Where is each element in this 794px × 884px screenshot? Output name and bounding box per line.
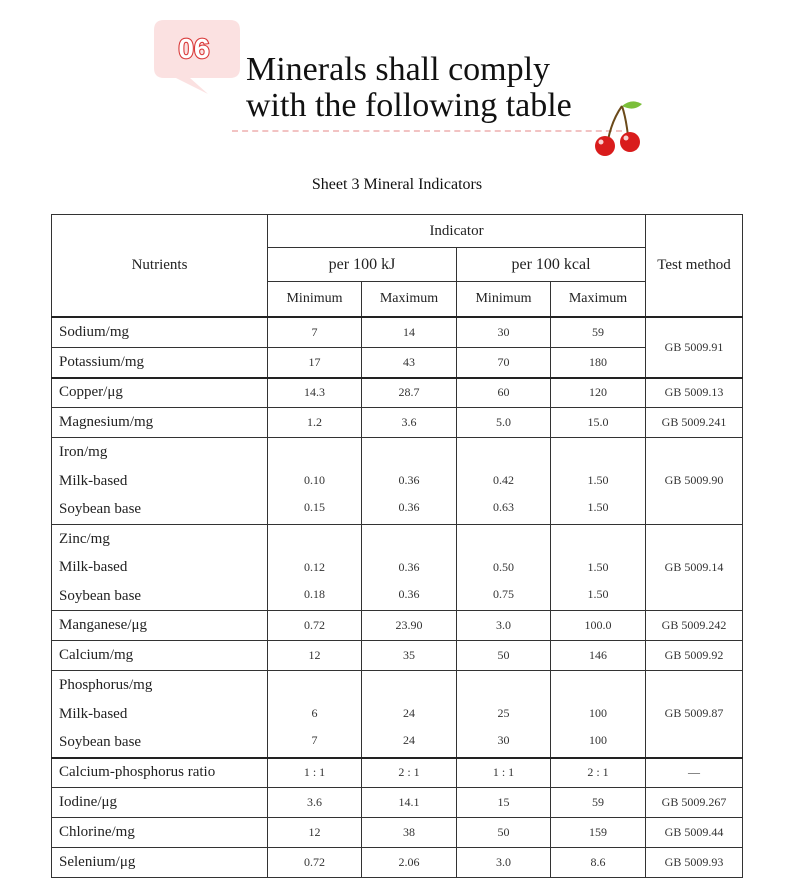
- nutrient-name: Chlorine/mg: [52, 818, 268, 848]
- min-kj-value: 17: [268, 348, 362, 378]
- header-min-kj: Minimum: [268, 282, 362, 317]
- value: 7: [311, 733, 318, 748]
- nutrient-name: Calcium-phosphorus ratio: [52, 758, 268, 788]
- min-kcal-value: 70: [457, 348, 551, 378]
- section-title-line2: with the following table: [246, 87, 572, 124]
- min-kj-value: 3.6: [268, 788, 362, 818]
- min-kcal-value: 50: [457, 641, 551, 671]
- nutrient-name: Zinc/mg: [59, 530, 110, 547]
- table-row: [52, 408, 743, 438]
- test-method-value: GB 5009.90: [646, 438, 743, 525]
- max-kj-value: 14.1: [362, 788, 457, 818]
- max-kcal-values: [551, 671, 646, 758]
- value: 0.42: [493, 473, 514, 488]
- max-kcal-value: 120: [551, 378, 646, 408]
- value: 100: [589, 706, 607, 721]
- min-kcal-values: [457, 671, 551, 758]
- min-kcal-value: 60: [457, 378, 551, 408]
- max-kj-value: 28.7: [362, 378, 457, 408]
- value: 0.63: [493, 500, 514, 515]
- max-kcal-value: 59: [551, 788, 646, 818]
- max-kj-value: 23.90: [362, 611, 457, 641]
- max-kj-value: 2 : 1: [362, 758, 457, 788]
- nutrient-name: Manganese/μg: [52, 611, 268, 641]
- min-kj-value: 1 : 1: [268, 758, 362, 788]
- table-caption: Sheet 3 Mineral Indicators: [311, 176, 483, 193]
- max-kcal-value: 59: [551, 317, 646, 348]
- test-method-value: GB 5009.87: [646, 671, 743, 758]
- value: 0.75: [493, 586, 514, 601]
- max-kj-values: [362, 671, 457, 758]
- min-kj-values: [268, 524, 362, 611]
- min-kcal-value: 5.0: [457, 408, 551, 438]
- max-kj-value: 35: [362, 641, 457, 671]
- table-row: [52, 641, 743, 671]
- table-row: [52, 671, 743, 758]
- min-kcal-values: [457, 438, 551, 525]
- test-method-value: GB 5009.13: [646, 378, 743, 408]
- min-kj-value: 7: [268, 317, 362, 348]
- nutrient-name: Potassium/mg: [52, 348, 268, 378]
- title-divider: [232, 130, 622, 132]
- section-number-badge: [150, 14, 242, 94]
- nutrient-subtype: Milk-based: [59, 559, 128, 575]
- max-kcal-value: 2 : 1: [551, 758, 646, 788]
- max-kcal-value: 146: [551, 641, 646, 671]
- min-kcal-value: 1 : 1: [457, 758, 551, 788]
- header-max-kj: Maximum: [362, 282, 457, 317]
- table-row: [52, 317, 743, 348]
- table-row: [52, 758, 743, 788]
- table-row: [52, 848, 743, 878]
- min-kj-value: 14.3: [268, 378, 362, 408]
- cherry-icon: [588, 98, 650, 158]
- nutrient-name: Magnesium/mg: [52, 408, 268, 438]
- max-kj-value: 2.06: [362, 848, 457, 878]
- max-kj-value: 43: [362, 348, 457, 378]
- min-kcal-value: 30: [457, 317, 551, 348]
- max-kj-value: 3.6: [362, 408, 457, 438]
- test-method-value: GB 5009.241: [646, 408, 743, 438]
- value: 0.36: [398, 586, 420, 601]
- nutrient-subtype: Milk-based: [59, 472, 128, 489]
- nutrient-subtype: Soybean base: [59, 501, 142, 517]
- max-kj-value: 14: [362, 317, 457, 348]
- table-row: [52, 611, 743, 641]
- value: 1.50: [587, 500, 609, 515]
- table-row: [52, 378, 743, 408]
- test-method-value: GB 5009.91: [646, 317, 743, 378]
- table-row: [52, 524, 743, 611]
- value: 100: [589, 733, 607, 748]
- max-kj-value: 38: [362, 818, 457, 848]
- min-kcal-value: 3.0: [457, 848, 551, 878]
- header-min-kcal: Minimum: [457, 282, 551, 317]
- value: 1.50: [587, 586, 609, 601]
- test-method-value: —: [646, 758, 743, 788]
- nutrient-name: Iodine/μg: [52, 788, 268, 818]
- value: 0.10: [304, 473, 325, 488]
- max-kcal-value: 180: [551, 348, 646, 378]
- value: 6: [311, 706, 318, 721]
- nutrient-subtype: Milk-based: [59, 705, 128, 722]
- max-kj-values: [362, 524, 457, 611]
- min-kj-value: 12: [268, 641, 362, 671]
- value: 0.36: [398, 500, 420, 515]
- section-title: [246, 52, 572, 124]
- nutrient-name: Selenium/μg: [52, 848, 268, 878]
- nutrient-subtype: Soybean base: [59, 587, 142, 604]
- header-per-100kcal: per 100 kcal: [457, 248, 646, 282]
- header-nutrients: Nutrients: [52, 215, 268, 317]
- test-method-value: GB 5009.267: [646, 788, 743, 818]
- value: 30: [497, 733, 510, 748]
- value: 0.15: [304, 500, 325, 515]
- section-number: 06: [178, 33, 210, 64]
- value: 0.36: [398, 473, 420, 488]
- min-kj-value: 1.2: [268, 408, 362, 438]
- table-row: [52, 818, 743, 848]
- section-title-line1: Minerals shall comply: [246, 51, 551, 88]
- max-kcal-value: 159: [551, 818, 646, 848]
- nutrient-name: Sodium/mg: [52, 317, 268, 348]
- nutrient-name-group: [52, 524, 268, 611]
- test-method-value: GB 5009.44: [646, 818, 743, 848]
- header-max-kcal: Maximum: [551, 282, 646, 317]
- header-test-method: Test method: [646, 215, 743, 317]
- min-kj-values: [268, 438, 362, 525]
- min-kj-value: 0.72: [268, 848, 362, 878]
- min-kj-values: [268, 671, 362, 758]
- value: 0.50: [493, 559, 514, 574]
- value: 0.18: [304, 586, 325, 601]
- header-per-100kj: per 100 kJ: [268, 248, 457, 282]
- min-kcal-value: 15: [457, 788, 551, 818]
- test-method-value: GB 5009.93: [646, 848, 743, 878]
- value: 24: [403, 733, 415, 748]
- max-kcal-values: [551, 524, 646, 611]
- test-method-value: GB 5009.14: [646, 524, 743, 611]
- value: 24: [403, 706, 415, 721]
- value: 1.50: [587, 473, 609, 488]
- value: 0.12: [304, 559, 325, 574]
- test-method-value: GB 5009.242: [646, 611, 743, 641]
- max-kcal-value: 8.6: [551, 848, 646, 878]
- value: 1.50: [587, 559, 609, 574]
- min-kj-value: 12: [268, 818, 362, 848]
- max-kcal-value: 100.0: [551, 611, 646, 641]
- min-kcal-value: 3.0: [457, 611, 551, 641]
- nutrient-name: Calcium/mg: [52, 641, 268, 671]
- nutrient-name: Iron/mg: [59, 444, 108, 460]
- nutrient-name-group: [52, 438, 268, 525]
- nutrient-name: Phosphorus/mg: [59, 677, 153, 693]
- min-kj-value: 0.72: [268, 611, 362, 641]
- min-kcal-value: 50: [457, 818, 551, 848]
- table-row: [52, 438, 743, 525]
- header-indicator: Indicator: [268, 215, 646, 248]
- nutrient-subtype: Soybean base: [59, 734, 142, 750]
- mineral-indicators-table: [51, 214, 743, 878]
- test-method-value: GB 5009.92: [646, 641, 743, 671]
- table-row: [52, 348, 743, 378]
- nutrient-name-group: [52, 671, 268, 758]
- table-row: [52, 788, 743, 818]
- value: 25: [497, 706, 510, 721]
- max-kcal-values: [551, 438, 646, 525]
- max-kcal-value: 15.0: [551, 408, 646, 438]
- value: 0.36: [398, 559, 420, 574]
- min-kcal-values: [457, 524, 551, 611]
- max-kj-values: [362, 438, 457, 525]
- nutrient-name: Copper/μg: [52, 378, 268, 408]
